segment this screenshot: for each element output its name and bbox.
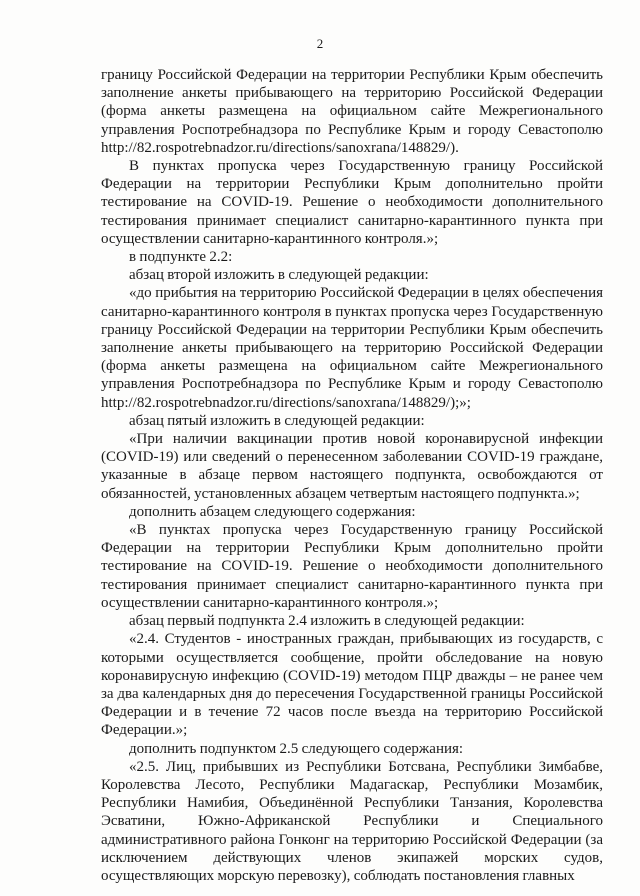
paragraph: «2.5. Лиц, прибывших из Республики Ботсвана, Республики Зимбабве, Королевства Лесото, Республики Мадагаскар, Республики Мозамбик, Республики Намибия, Объединённой Республики Танзания, Королевства Эсватини, Южно-Африканской Республики и Специального административного района Гонконг на территорию Российской Федерации (за исключением действующих членов экипажей морских судов, осуществляющих морскую перевозку), соблюдать постановления главных [101,758,603,884]
paragraph: абзац первый подпункта 2.4 изложить в следующей редакции: [129,613,525,630]
paragraph: «В пунктах пропуска через Государственную границу Российской Федерации на территории Республики Крым дополнительно пройти тестирование на COVID-19. Решение о необходимости дополнительного тестирования принимает специалист санитарно-карантинного пункта при осуществлении санитарно-карантинного контроля.»; [101,522,603,611]
paragraph: В пунктах пропуска через Государственную границу Российской Федерации на территории Республики Крым дополнительно пройти тестирование на COVID-19. Решение о необходимости дополнительного тестирования принимает специалист санитарно-карантинного пункта при осуществлении санитарно-карантинного контроля.»; [101,158,603,247]
paragraph: дополнить абзацем следующего содержания: [129,503,416,520]
paragraph: в подпункте 2.2: [129,249,233,266]
paragraph: «до прибытия на территорию Российской Федерации в целях обеспечения санитарно-карантинного контроля в пунктах пропуска через Государственную границу Российской Федерации на территории Республики Крым обеспечить заполнение анкеты прибывающего на территорию Российской Федерации (форма анкеты размещена на официальном сайте Межрегионального управления Роспотребнадзора по Республике Крым и городу Севастополю http://82.rospotrebnadzor.ru/directions/sanoxrana/148829/);»; [101,285,603,411]
paragraph: границу Российской Федерации на территории Республики Крым обеспечить заполнение анкеты прибывающего на территорию Российской Федерации (форма анкеты размещена на официальном сайте Межрегионального управления Роспотребнадзора по Республике Крым и городу Севастополю http://82.rospotrebnadzor.ru/directions/sanoxrana/148829/). [101,67,603,156]
paragraph: абзац второй изложить в следующей редакции: [129,267,429,284]
page-number: 2 [316,36,324,51]
paragraph: абзац пятый изложить в следующей редакции: [129,412,425,429]
paragraph: «2.4. Студентов - иностранных граждан, прибывающих из государств, с которыми осуществляется сообщение, пройти обследование на новую коронавирусную инфекцию (COVID-19) методом ПЦР дважды – не ранее чем за два календарных дня до пересечения Государственной границы Российской Федерации и в течение 72 часов после въезда на территорию Российской Федерации.»; [101,631,603,739]
paragraph: «При наличии вакцинации против новой коронавирусной инфекции (COVID-19) или сведений о перенесенном заболевании COVID-19 граждане, указанные в абзаце первом настоящего подпункта, освобождаются от обязанностей, установленных абзацем четвертым настоящего подпункта.»; [101,431,603,502]
paragraph: дополнить подпунктом 2.5 следующего содержания: [129,740,464,757]
document-body [101,66,603,885]
